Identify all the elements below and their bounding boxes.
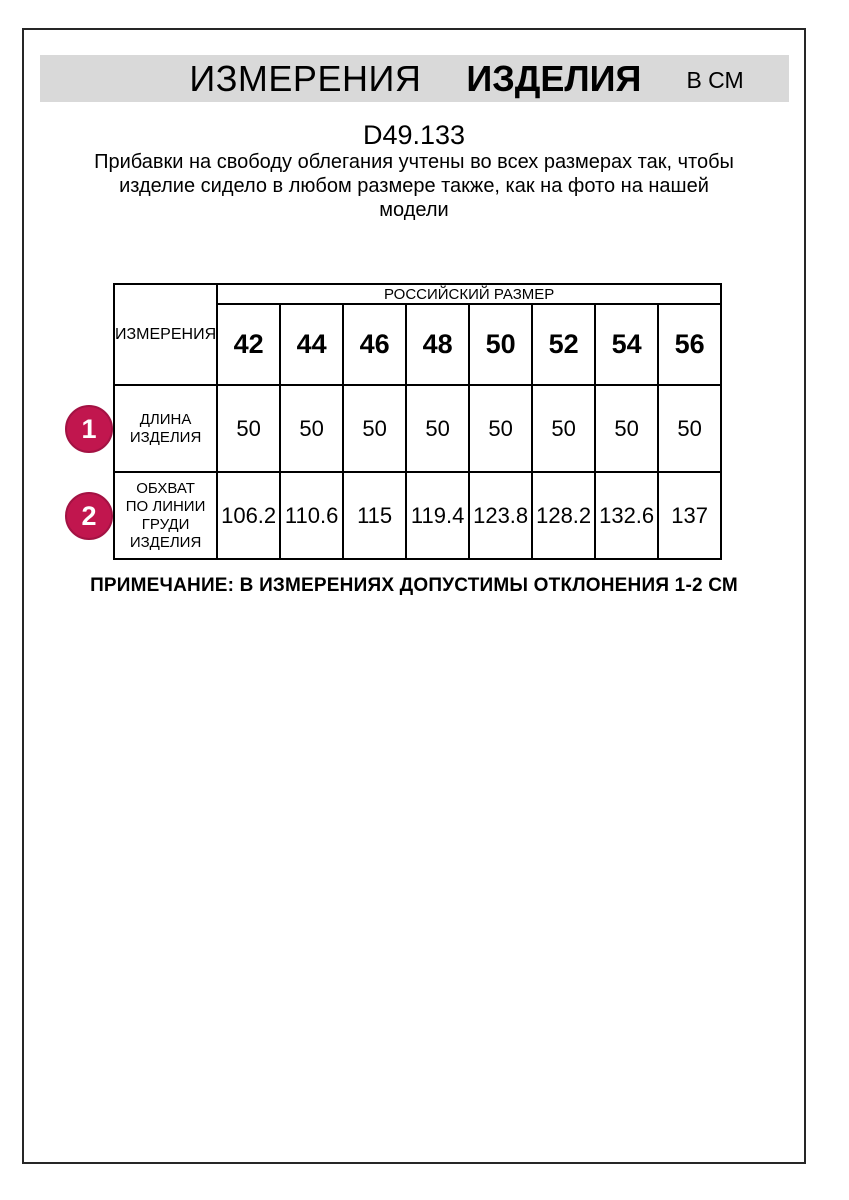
corner-header-cell: ИЗМЕРЕНИЯ — [114, 284, 217, 385]
fit-description-line: модели — [379, 199, 449, 221]
value-cell: 50 — [658, 385, 721, 472]
table-row — [114, 472, 721, 559]
value-cell: 115 — [343, 472, 406, 559]
header-title-measurements: ИЗМЕРЕНИЯ — [189, 57, 422, 99]
size-header-cell: 42 — [217, 304, 280, 385]
page-frame — [22, 28, 806, 1164]
size-header-cell: 54 — [595, 304, 658, 385]
size-header-cell: 44 — [280, 304, 343, 385]
row-label-cell: ДЛИНА ИЗДЕЛИЯ — [114, 385, 217, 472]
value-cell: 50 — [217, 385, 280, 472]
value-cell: 50 — [532, 385, 595, 472]
size-header-cell: 56 — [658, 304, 721, 385]
note-text: ПРИМЕЧАНИЕ: В ИЗМЕРЕНИЯХ ДОПУСТИМЫ ОТКЛОНЕНИЯ 1-2 СМ — [90, 575, 738, 596]
row-label-cell: ОБХВАТ ПО ЛИНИИ ГРУДИ ИЗДЕЛИЯ — [114, 472, 217, 559]
value-cell: 123.8 — [469, 472, 532, 559]
value-cell: 106.2 — [217, 472, 280, 559]
header-bar — [40, 55, 789, 102]
value-cell: 137 — [658, 472, 721, 559]
row-number-badge: 2 — [65, 492, 113, 540]
value-cell: 128.2 — [532, 472, 595, 559]
fit-description — [24, 150, 804, 222]
fit-description-line: Прибавки на свободу облегания учтены во всех размерах так, чтобы — [94, 151, 734, 173]
value-cell: 119.4 — [406, 472, 469, 559]
model-code: D49.133 — [362, 120, 466, 150]
value-cell: 50 — [595, 385, 658, 472]
size-header-cell: 52 — [532, 304, 595, 385]
row-number-badge: 1 — [65, 405, 113, 453]
value-cell: 110.6 — [280, 472, 343, 559]
value-cell: 132.6 — [595, 472, 658, 559]
size-header-cell: 48 — [406, 304, 469, 385]
size-group-header: РОССИЙСКИЙ РАЗМЕР — [217, 284, 721, 304]
header-units-label: В СМ — [686, 67, 744, 93]
value-cell: 50 — [280, 385, 343, 472]
table-row — [114, 385, 721, 472]
measurements-table — [113, 283, 722, 560]
value-cell: 50 — [406, 385, 469, 472]
header-title-product: ИЗДЕЛИЯ — [466, 57, 642, 99]
value-cell: 50 — [469, 385, 532, 472]
size-header-cell: 46 — [343, 304, 406, 385]
fit-description-line: изделие сидело в любом размере также, как на фото на нашей — [119, 175, 709, 197]
value-cell: 50 — [343, 385, 406, 472]
size-header-cell: 50 — [469, 304, 532, 385]
